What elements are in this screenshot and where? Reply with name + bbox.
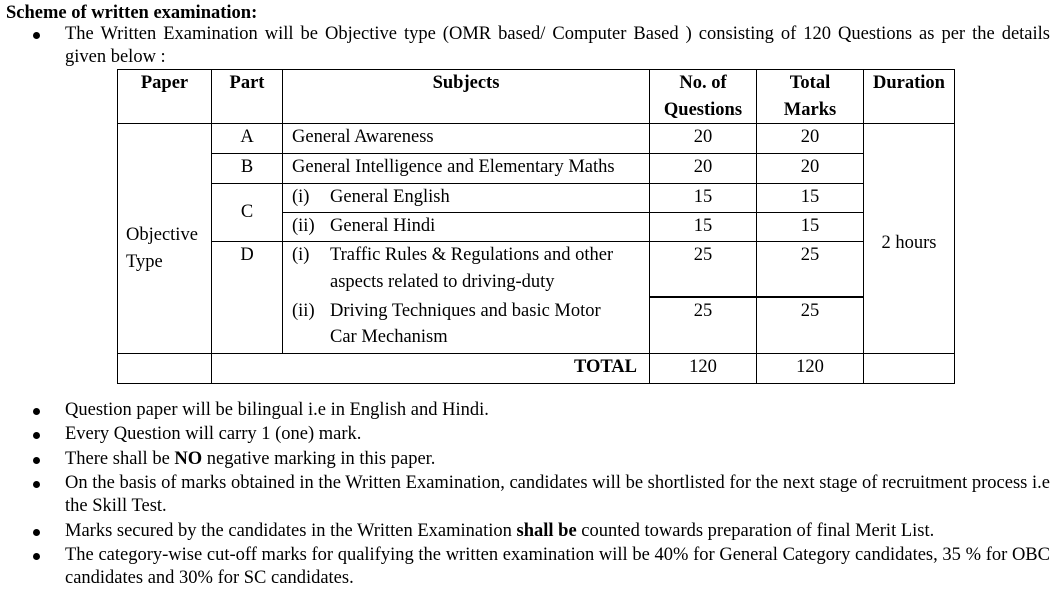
paper-cell: Objective Type bbox=[118, 124, 212, 354]
bullet-dot bbox=[33, 529, 40, 536]
bullet-dot bbox=[33, 481, 40, 488]
bullet-dot bbox=[33, 432, 40, 439]
questions-cell: 15 bbox=[650, 213, 757, 242]
subject-cell: (ii) General Hindi bbox=[283, 213, 650, 242]
header-paper: Paper bbox=[118, 70, 212, 124]
marks-cell: 20 bbox=[757, 124, 864, 154]
header-duration: Duration bbox=[864, 70, 955, 124]
subject-cell: (i) General English bbox=[283, 184, 650, 213]
bullet-dot bbox=[33, 32, 40, 39]
marks-cell: 15 bbox=[757, 184, 864, 213]
header-subjects: Subjects bbox=[283, 70, 650, 124]
total-label: TOTAL bbox=[212, 354, 650, 384]
total-marks: 120 bbox=[757, 354, 864, 384]
questions-cell: 25 bbox=[650, 297, 757, 354]
subject-cell: (i) Traffic Rules & Regulations and other aspects related to driving-duty bbox=[283, 242, 650, 297]
header-questions: No. of Questions bbox=[650, 70, 757, 124]
part-cell: C bbox=[212, 184, 283, 242]
marks-cell: 25 bbox=[757, 297, 864, 354]
header-part: Part bbox=[212, 70, 283, 124]
part-cell: A bbox=[212, 124, 283, 154]
bullet-text: There shall be NO negative marking in this paper. bbox=[65, 449, 436, 469]
marks-cell: 25 bbox=[757, 242, 864, 297]
bullet-text: Question paper will be bilingual i.e in English and Hindi. bbox=[65, 400, 489, 420]
bullet-text: On the basis of marks obtained in the Written Examination, candidates will be shortlisted for the next stage of recruitment process i.e the Skill Test. bbox=[65, 473, 1050, 516]
marks-cell: 15 bbox=[757, 213, 864, 242]
total-row bbox=[118, 354, 955, 384]
total-blank-cell bbox=[864, 354, 955, 384]
table-row bbox=[118, 184, 955, 213]
header-marks: Total Marks bbox=[757, 70, 864, 124]
total-questions: 120 bbox=[650, 354, 757, 384]
table-row bbox=[118, 154, 955, 184]
bullet-dot bbox=[33, 553, 40, 560]
questions-cell: 25 bbox=[650, 242, 757, 297]
bullet-text: Every Question will carry 1 (one) mark. bbox=[65, 424, 362, 444]
part-cell: B bbox=[212, 154, 283, 184]
intro-text: The Written Examination will be Objective type (OMR based/ Computer Based ) consisting of 120 Questions as per the details given below : bbox=[65, 24, 1050, 67]
subject-cell: General Awareness bbox=[283, 124, 650, 154]
table-row bbox=[118, 242, 955, 297]
bullet-dot bbox=[33, 457, 40, 464]
total-blank-cell bbox=[118, 354, 212, 384]
marks-cell: 20 bbox=[757, 154, 864, 184]
part-cell: D bbox=[212, 242, 283, 354]
questions-cell: 20 bbox=[650, 154, 757, 184]
bullet-text: The category-wise cut-off marks for qualifying the written examination will be 40% for General Category candidates, 35 % for OBC candidates and 30% for SC candidates. bbox=[65, 545, 1050, 588]
questions-cell: 20 bbox=[650, 124, 757, 154]
questions-cell: 15 bbox=[650, 184, 757, 213]
duration-cell: 2 hours bbox=[864, 124, 955, 354]
bullet-text: Marks secured by the candidates in the Written Examination shall be counted towards preparation of final Merit List. bbox=[65, 521, 935, 541]
table-row bbox=[118, 124, 955, 154]
section-heading: Scheme of written examination: bbox=[6, 3, 258, 23]
bullet-dot bbox=[33, 408, 40, 415]
exam-scheme-table bbox=[117, 69, 955, 384]
subject-cell: (ii) Driving Techniques and basic Motor Car Mechanism bbox=[283, 297, 650, 354]
subject-cell: General Intelligence and Elementary Maths bbox=[283, 154, 650, 184]
table-header-row bbox=[118, 70, 955, 124]
